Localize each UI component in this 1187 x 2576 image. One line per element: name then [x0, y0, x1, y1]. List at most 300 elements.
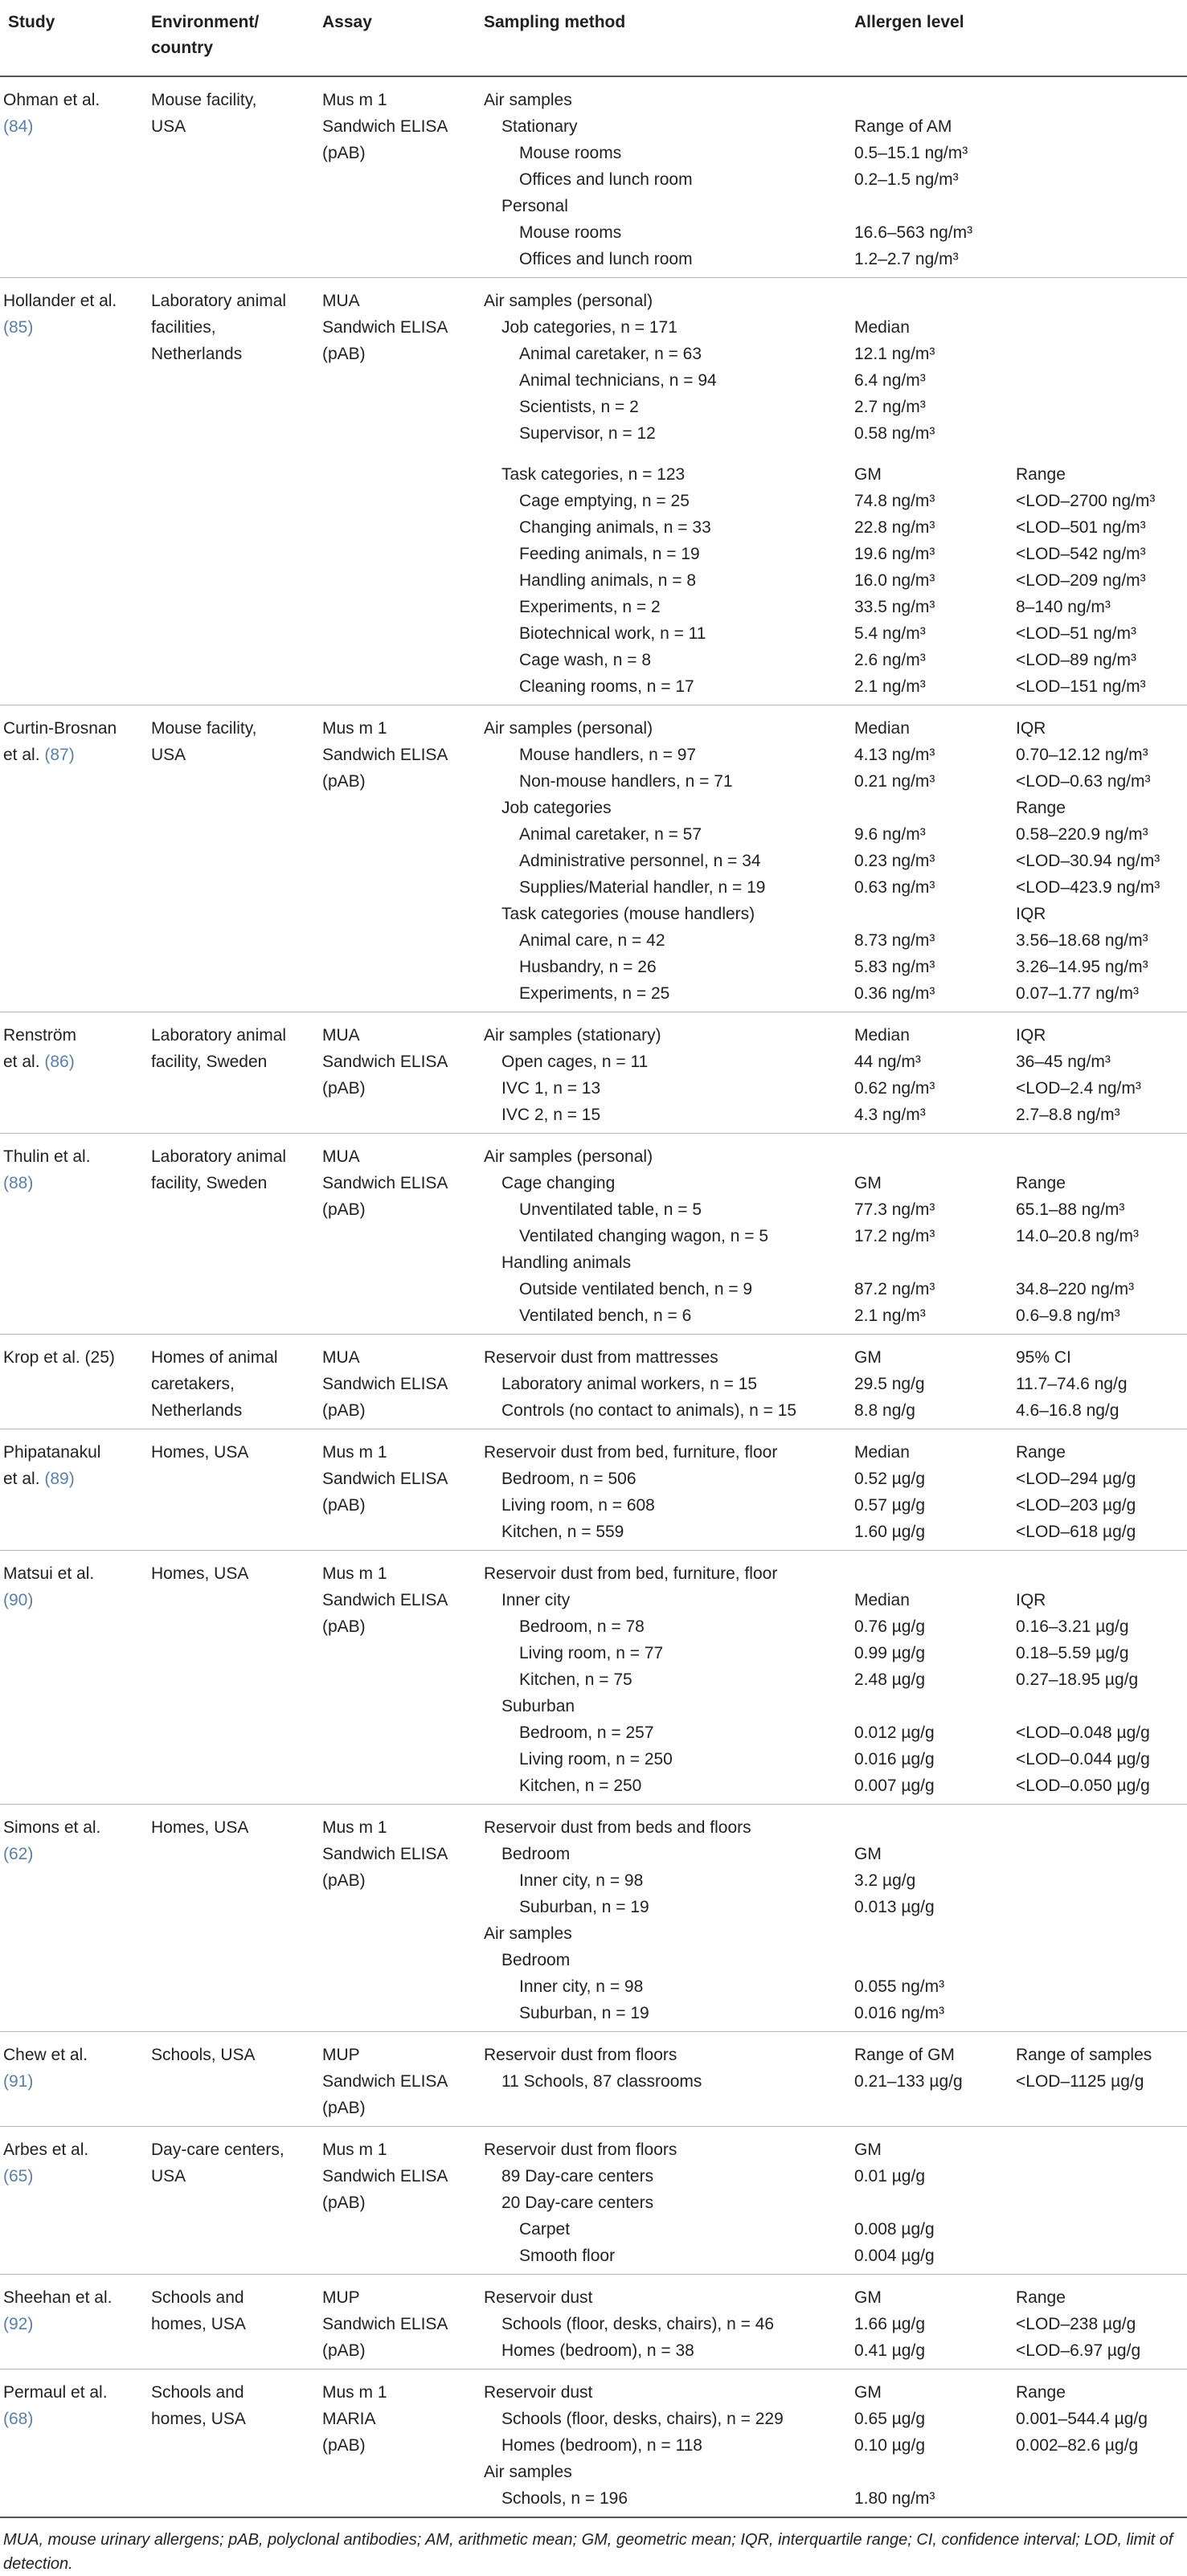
- assay-cell: [322, 2032, 484, 2127]
- sampling-method-text: Reservoir dust from beds and floors: [484, 1818, 751, 1837]
- sampling-method-text: Supervisor, n = 12: [519, 424, 656, 443]
- allergen-range: [1016, 2485, 1187, 2512]
- study-cell: [0, 2127, 151, 2275]
- sampling-method-text: Administrative personnel, n = 34: [519, 852, 761, 870]
- allergen-value: [854, 288, 1016, 314]
- allergen-range: [1016, 2243, 1187, 2269]
- allergen-range: 0.16–3.21 µg/g: [1016, 1617, 1129, 1636]
- allergen-range: <LOD–30.94 ng/m³: [1016, 852, 1160, 870]
- allergen-value: 2.6 ng/m³: [854, 651, 926, 669]
- allergen-value: 4.3 ng/m³: [854, 1106, 926, 1124]
- environment-text: USA: [151, 117, 186, 136]
- allergen-range: <LOD–2.4 ng/m³: [1016, 1079, 1141, 1098]
- allergen-value: [854, 1920, 1016, 1947]
- allergen-range-cell: [1016, 1551, 1187, 1805]
- sampling-method-cell: [484, 2370, 854, 2517]
- allergen-range: <LOD–0.048 µg/g: [1016, 1723, 1150, 1742]
- table-header: [0, 0, 1187, 76]
- sampling-method-text: Reservoir dust from bed, furniture, floor: [484, 1564, 778, 1583]
- allergen-range: Range: [1016, 1174, 1066, 1192]
- allergen-value: 0.007 µg/g: [854, 1777, 935, 1795]
- study-name: Chew et al.: [3, 2046, 88, 2064]
- study-cell: [0, 1335, 151, 1429]
- allergen-range: <LOD–151 ng/m³: [1016, 677, 1146, 696]
- allergen-value: 0.21–133 µg/g: [854, 2072, 963, 2091]
- allergen-value-cell: [854, 705, 1016, 1012]
- allergen-range: Range: [1016, 2383, 1066, 2402]
- allergen-value: 0.10 µg/g: [854, 2436, 925, 2455]
- environment-cell: [151, 2127, 322, 2275]
- allergen-range: 3.26–14.95 ng/m³: [1016, 958, 1148, 976]
- sampling-method-text: Mouse rooms: [519, 223, 622, 242]
- assay-text: MUP: [322, 2288, 360, 2307]
- allergen-range-cell: [1016, 705, 1187, 1012]
- allergen-value: 0.62 ng/m³: [854, 1079, 935, 1098]
- allergen-value: 0.58 ng/m³: [854, 424, 935, 443]
- reference-link[interactable]: (84): [3, 117, 34, 136]
- sampling-method-text: IVC 1, n = 13: [501, 1079, 601, 1098]
- allergen-value: 22.8 ng/m³: [854, 518, 935, 537]
- environment-text: Laboratory animal: [151, 1026, 287, 1045]
- allergen-value: 2.48 µg/g: [854, 1670, 925, 1689]
- study-cell: [0, 278, 151, 705]
- sampling-method-text: Task categories, n = 123: [501, 465, 686, 484]
- allergen-value: 8.8 ng/g: [854, 1401, 915, 1420]
- allergen-value: 6.4 ng/m³: [854, 371, 926, 390]
- assay-text: MUA: [322, 292, 360, 310]
- study-cell: [0, 1805, 151, 2032]
- environment-cell: [151, 76, 322, 278]
- allergen-value: 0.016 µg/g: [854, 1750, 935, 1768]
- table-row: [0, 2032, 1187, 2127]
- allergen-value: 33.5 ng/m³: [854, 598, 935, 616]
- sampling-method-text: Carpet: [519, 2220, 571, 2239]
- allergen-value: 5.4 ng/m³: [854, 624, 926, 643]
- assay-text: Mus m 1: [322, 1443, 387, 1462]
- study-cell: [0, 1134, 151, 1335]
- allergen-value: [854, 1947, 1016, 1973]
- environment-text: Day-care centers,: [151, 2141, 284, 2159]
- allergen-value-cell: [854, 2370, 1016, 2517]
- allergen-range: <LOD–1125 µg/g: [1016, 2072, 1144, 2091]
- allergen-value-cell: [854, 1012, 1016, 1134]
- allergen-range: <LOD–542 ng/m³: [1016, 545, 1146, 563]
- allergen-value: [854, 1693, 1016, 1719]
- allergen-range: 3.56–18.68 ng/m³: [1016, 931, 1148, 950]
- assay-text: Sandwich ELISA: [322, 1375, 448, 1393]
- assay-text: Sandwich ELISA: [322, 1053, 448, 1071]
- sampling-method-cell: [484, 2032, 854, 2127]
- study-name: et al.: [3, 1470, 40, 1488]
- study-cell: [0, 1012, 151, 1134]
- study-name: Krop et al. (25): [3, 1348, 115, 1367]
- assay-text: (pAB): [322, 1871, 366, 1890]
- table-row: [0, 2370, 1187, 2517]
- sampling-method-text: Husbandry, n = 26: [519, 958, 657, 976]
- assay-cell: [322, 1134, 484, 1335]
- sampling-method-text: Ventilated bench, n = 6: [519, 1306, 692, 1325]
- sampling-method-text: Mouse handlers, n = 97: [519, 746, 697, 764]
- allergen-value: 0.21 ng/m³: [854, 772, 935, 791]
- assay-text: Mus m 1: [322, 2141, 387, 2159]
- allergen-range: [1016, 1693, 1187, 1719]
- sampling-method-text: Inner city, n = 98: [519, 1871, 644, 1890]
- environment-text: Homes, USA: [151, 1443, 249, 1462]
- sampling-method-cell: [484, 76, 854, 278]
- sampling-method-text: Task categories (mouse handlers): [501, 905, 755, 923]
- reference-link[interactable]: (87): [44, 746, 75, 764]
- reference-link[interactable]: (86): [44, 1053, 75, 1071]
- study-name: Arbes et al.: [3, 2141, 89, 2159]
- allergen-value: 1.80 ng/m³: [854, 2489, 935, 2508]
- sampling-method-text: Bedroom: [501, 1951, 571, 1969]
- allergen-value: 8.73 ng/m³: [854, 931, 935, 950]
- allergen-range-cell: [1016, 1429, 1187, 1551]
- sampling-method-text: Air samples (personal): [484, 1147, 653, 1166]
- study-cell: [0, 2275, 151, 2370]
- reference-link[interactable]: (90): [3, 1591, 34, 1609]
- assay-text: Sandwich ELISA: [322, 117, 448, 136]
- study-name: Thulin et al.: [3, 1147, 91, 1166]
- assay-text: (pAB): [322, 772, 366, 791]
- sampling-method-cell: [484, 2275, 854, 2370]
- allergen-value: 29.5 ng/g: [854, 1375, 925, 1393]
- assay-cell: [322, 278, 484, 705]
- environment-text: Mouse facility,: [151, 91, 257, 109]
- reference-link[interactable]: (88): [3, 1174, 34, 1192]
- study-name: Simons et al.: [3, 1818, 101, 1837]
- table-row: [0, 278, 1187, 705]
- reference-link[interactable]: (85): [3, 318, 34, 337]
- assay-text: Sandwich ELISA: [322, 2072, 448, 2091]
- allergen-range: [1016, 2216, 1187, 2243]
- sampling-method-text: Cage emptying, n = 25: [519, 492, 690, 510]
- allergen-range: <LOD–51 ng/m³: [1016, 624, 1136, 643]
- sampling-method-text: Living room, n = 608: [501, 1496, 655, 1515]
- reference-link[interactable]: (65): [3, 2167, 34, 2186]
- sampling-method-text: Experiments, n = 25: [519, 984, 670, 1003]
- allergen-range: [1016, 193, 1187, 219]
- environment-cell: [151, 1335, 322, 1429]
- sampling-method-text: Schools, n = 196: [501, 2489, 628, 2508]
- allergen-value: 9.6 ng/m³: [854, 825, 926, 844]
- allergen-range: 34.8–220 ng/m³: [1016, 1280, 1135, 1298]
- reference-link[interactable]: (91): [3, 2072, 34, 2091]
- allergen-value: [854, 795, 1016, 821]
- assay-cell: [322, 705, 484, 1012]
- assay-text: MUA: [322, 1348, 360, 1367]
- allergen-range: 95% CI: [1016, 1348, 1071, 1367]
- environment-text: Laboratory animal: [151, 1147, 287, 1166]
- allergen-range: <LOD–501 ng/m³: [1016, 518, 1146, 537]
- assay-cell: [322, 1429, 484, 1551]
- sampling-method-text: Homes (bedroom), n = 38: [501, 2341, 694, 2360]
- allergen-range-cell: [1016, 1134, 1187, 1335]
- study-name: Ohman et al.: [3, 91, 100, 109]
- allergen-range: [1016, 1973, 1187, 2000]
- sampling-method-text: Air samples (stationary): [484, 1026, 661, 1045]
- environment-text: USA: [151, 746, 186, 764]
- allergen-range: 0.07–1.77 ng/m³: [1016, 984, 1139, 1003]
- assay-text: Sandwich ELISA: [322, 746, 448, 764]
- allergen-range-cell: [1016, 76, 1187, 278]
- environment-cell: [151, 278, 322, 705]
- reference-link[interactable]: (89): [44, 1470, 75, 1488]
- allergen-value: 0.36 ng/m³: [854, 984, 935, 1003]
- sampling-method-text: Inner city, n = 98: [519, 1977, 644, 1996]
- allergen-range: [1016, 367, 1187, 394]
- assay-text: MUA: [322, 1147, 360, 1166]
- sampling-method-text: Suburban: [501, 1697, 575, 1715]
- environment-text: Netherlands: [151, 1401, 243, 1420]
- header-sampling-method: Sampling method: [484, 0, 854, 76]
- allergen-range: 0.27–18.95 µg/g: [1016, 1670, 1139, 1689]
- allergen-value: 16.0 ng/m³: [854, 571, 935, 590]
- reference-link[interactable]: (62): [3, 1845, 34, 1863]
- assay-cell: [322, 1551, 484, 1805]
- assay-text: MARIA: [322, 2410, 376, 2428]
- row-spacer: [1016, 447, 1187, 461]
- sampling-method-text: Inner city: [501, 1591, 571, 1609]
- environment-cell: [151, 1551, 322, 1805]
- study-cell: [0, 76, 151, 278]
- allergen-value: Range of GM: [854, 2046, 955, 2064]
- assay-cell: [322, 2370, 484, 2517]
- sampling-method-text: Laboratory animal workers, n = 15: [501, 1375, 758, 1393]
- allergen-range: 0.002–82.6 µg/g: [1016, 2436, 1139, 2455]
- sampling-method-text: Handling animals: [501, 1253, 632, 1272]
- allergen-value: [854, 1249, 1016, 1276]
- allergen-range: [1016, 341, 1187, 367]
- sampling-method-text: Mouse rooms: [519, 144, 622, 162]
- allergen-range: 8–140 ng/m³: [1016, 598, 1111, 616]
- allergen-value: 1.60 µg/g: [854, 1523, 925, 1541]
- allergen-value-cell: [854, 2275, 1016, 2370]
- allergen-range: [1016, 166, 1187, 193]
- allergen-value: 0.23 ng/m³: [854, 852, 935, 870]
- allergen-range: <LOD–0.044 µg/g: [1016, 1750, 1150, 1768]
- sampling-method-text: Living room, n = 250: [519, 1750, 673, 1768]
- sampling-method-text: Offices and lunch room: [519, 250, 693, 268]
- sampling-method-text: Animal care, n = 42: [519, 931, 665, 950]
- sampling-method-text: Job categories, n = 171: [501, 318, 677, 337]
- assay-text: Sandwich ELISA: [322, 1470, 448, 1488]
- sampling-method-text: Air samples: [484, 91, 572, 109]
- allergen-value: [854, 1814, 1016, 1841]
- sampling-method-text: Animal caretaker, n = 63: [519, 345, 702, 363]
- table-row: [0, 2275, 1187, 2370]
- sampling-method-text: Experiments, n = 2: [519, 598, 661, 616]
- assay-cell: [322, 1805, 484, 2032]
- allergen-value: 4.13 ng/m³: [854, 746, 935, 764]
- row-spacer: [854, 447, 1016, 461]
- allergen-value: Median: [854, 719, 910, 738]
- reference-link[interactable]: (92): [3, 2315, 34, 2333]
- sampling-method-text: Biotechnical work, n = 11: [519, 624, 706, 643]
- sampling-method-cell: [484, 2127, 854, 2275]
- sampling-method-text: Reservoir dust: [484, 2288, 593, 2307]
- reference-link[interactable]: (68): [3, 2410, 34, 2428]
- study-name: Hollander et al.: [3, 292, 117, 310]
- allergen-value: [854, 1560, 1016, 1587]
- assay-text: Sandwich ELISA: [322, 1845, 448, 1863]
- allergen-range: <LOD–209 ng/m³: [1016, 571, 1146, 590]
- sampling-method-text: Personal: [501, 197, 568, 215]
- allergen-range: 14.0–20.8 ng/m³: [1016, 1227, 1139, 1245]
- header-study: Study: [0, 0, 151, 76]
- table-row: [0, 1429, 1187, 1551]
- sampling-method-text: Suburban, n = 19: [519, 2004, 649, 2022]
- allergen-value: 0.57 µg/g: [854, 1496, 925, 1515]
- assay-text: (pAB): [322, 1496, 366, 1515]
- allergen-value: 0.008 µg/g: [854, 2220, 935, 2239]
- sampling-method-text: Ventilated changing wagon, n = 5: [519, 1227, 768, 1245]
- allergen-range: [1016, 2136, 1187, 2163]
- allergen-value: 77.3 ng/m³: [854, 1200, 935, 1219]
- allergen-value: GM: [854, 465, 882, 484]
- sampling-method-text: Air samples: [484, 1924, 572, 1943]
- allergen-value-cell: [854, 1335, 1016, 1429]
- allergen-range: <LOD–618 µg/g: [1016, 1523, 1136, 1541]
- allergen-value-cell: [854, 1429, 1016, 1551]
- allergen-range: [1016, 140, 1187, 166]
- allergen-value: 1.2–2.7 ng/m³: [854, 250, 959, 268]
- allergen-value: 19.6 ng/m³: [854, 545, 935, 563]
- assay-cell: [322, 1335, 484, 1429]
- allergen-range: 65.1–88 ng/m³: [1016, 1200, 1125, 1219]
- study-cell: [0, 705, 151, 1012]
- assay-text: (pAB): [322, 2194, 366, 2212]
- assay-cell: [322, 76, 484, 278]
- header-allergen-level: Allergen level: [854, 0, 1187, 76]
- allergen-range: <LOD–238 µg/g: [1016, 2315, 1136, 2333]
- assay-text: (pAB): [322, 144, 366, 162]
- assay-text: (pAB): [322, 2341, 366, 2360]
- allergen-range-cell: [1016, 2127, 1187, 2275]
- allergen-value: 0.01 µg/g: [854, 2167, 925, 2186]
- assay-text: Mus m 1: [322, 719, 387, 738]
- environment-text: facility, Sweden: [151, 1174, 268, 1192]
- assay-text: Sandwich ELISA: [322, 1174, 448, 1192]
- sampling-method-text: Air samples (personal): [484, 719, 653, 738]
- assay-text: Mus m 1: [322, 91, 387, 109]
- table-row: [0, 1805, 1187, 2032]
- sampling-method-text: Scientists, n = 2: [519, 398, 639, 416]
- allergen-value: 0.012 µg/g: [854, 1723, 935, 1742]
- sampling-method-text: Non-mouse handlers, n = 71: [519, 772, 733, 791]
- sampling-method-text: Animal caretaker, n = 57: [519, 825, 702, 844]
- allergen-value: 44 ng/m³: [854, 1053, 921, 1071]
- allergen-range-cell: [1016, 1335, 1187, 1429]
- allergen-range: <LOD–294 µg/g: [1016, 1470, 1136, 1488]
- allergen-range: 0.58–220.9 ng/m³: [1016, 825, 1148, 844]
- allergen-range: [1016, 219, 1187, 246]
- allergen-range: [1016, 1560, 1187, 1587]
- assay-text: (pAB): [322, 1079, 366, 1098]
- sampling-method-text: Reservoir dust from floors: [484, 2046, 677, 2064]
- allergen-range: [1016, 288, 1187, 314]
- allergen-value: Range of AM: [854, 117, 952, 136]
- sampling-method-text: Bedroom, n = 506: [501, 1470, 636, 1488]
- environment-cell: [151, 1012, 322, 1134]
- sampling-method-text: Air samples (personal): [484, 292, 653, 310]
- environment-text: Schools and: [151, 2383, 244, 2402]
- sampling-method-cell: [484, 705, 854, 1012]
- assay-text: Mus m 1: [322, 1564, 387, 1583]
- allergen-value: 0.2–1.5 ng/m³: [854, 170, 959, 189]
- environment-cell: [151, 705, 322, 1012]
- allergen-value: 12.1 ng/m³: [854, 345, 935, 363]
- sampling-method-cell: [484, 1551, 854, 1805]
- allergen-value: GM: [854, 1845, 882, 1863]
- assay-text: (pAB): [322, 1401, 366, 1420]
- allergen-range: Range: [1016, 2288, 1066, 2307]
- study-name: Matsui et al.: [3, 1564, 95, 1583]
- allergen-value: 2.1 ng/m³: [854, 1306, 926, 1325]
- allergen-range: <LOD–6.97 µg/g: [1016, 2341, 1141, 2360]
- allergen-value: 87.2 ng/m³: [854, 1280, 935, 1298]
- sampling-method-text: Handling animals, n = 8: [519, 571, 697, 590]
- allergen-value: [854, 1143, 1016, 1170]
- allergen-value: 1.66 µg/g: [854, 2315, 925, 2333]
- study-name: Sheehan et al.: [3, 2288, 113, 2307]
- environment-cell: [151, 2032, 322, 2127]
- study-cell: [0, 1551, 151, 1805]
- allergen-range: <LOD–0.63 ng/m³: [1016, 772, 1151, 791]
- assay-text: (pAB): [322, 1200, 366, 1219]
- allergen-value: 0.5–15.1 ng/m³: [854, 144, 968, 162]
- assay-text: Mus m 1: [322, 1818, 387, 1837]
- allergen-range: 36–45 ng/m³: [1016, 1053, 1111, 1071]
- table-footnote: MUA, mouse urinary allergens; pAB, polyclonal antibodies; AM, arithmetic mean; GM, geometric mean; IQR, interquartile range; CI, confidence interval; LOD, limit of detection.: [0, 2517, 1187, 2576]
- environment-text: facility, Sweden: [151, 1053, 268, 1071]
- sampling-method-text: Job categories: [501, 799, 612, 817]
- sampling-method-text: Animal technicians, n = 94: [519, 371, 717, 390]
- sampling-method-text: Bedroom, n = 78: [519, 1617, 645, 1636]
- assay-cell: [322, 1012, 484, 1134]
- allergen-range-cell: [1016, 278, 1187, 705]
- allergen-value: [854, 2190, 1016, 2216]
- allergen-value: 74.8 ng/m³: [854, 492, 935, 510]
- table-row: [0, 76, 1187, 278]
- allergen-range: <LOD–89 ng/m³: [1016, 651, 1136, 669]
- allergen-value: 0.99 µg/g: [854, 1644, 925, 1662]
- environment-text: facilities,: [151, 318, 216, 337]
- allergen-value: 0.76 µg/g: [854, 1617, 925, 1636]
- allergen-value-cell: [854, 1551, 1016, 1805]
- sampling-method-text: Bedroom, n = 257: [519, 1723, 654, 1742]
- allergen-range: 0.001–544.4 µg/g: [1016, 2410, 1148, 2428]
- study-name: et al.: [3, 1053, 40, 1071]
- environment-cell: [151, 2275, 322, 2370]
- allergen-range: [1016, 2000, 1187, 2026]
- allergen-value: [854, 87, 1016, 113]
- assay-text: MUA: [322, 1026, 360, 1045]
- assay-text: (pAB): [322, 2099, 366, 2117]
- environment-text: Mouse facility,: [151, 719, 257, 738]
- allergen-range: [1016, 2163, 1187, 2190]
- allergen-value: [854, 2459, 1016, 2485]
- sampling-method-text: Schools (floor, desks, chairs), n = 229: [501, 2410, 784, 2428]
- environment-text: Homes, USA: [151, 1818, 249, 1837]
- allergen-value: 0.016 ng/m³: [854, 2004, 945, 2022]
- sampling-method-text: Stationary: [501, 117, 578, 136]
- sampling-method-text: Feeding animals, n = 19: [519, 545, 700, 563]
- study-cell: [0, 1429, 151, 1551]
- sampling-method-text: Kitchen, n = 559: [501, 1523, 624, 1541]
- assay-text: (pAB): [322, 1617, 366, 1636]
- allergen-value: 0.63 ng/m³: [854, 878, 935, 897]
